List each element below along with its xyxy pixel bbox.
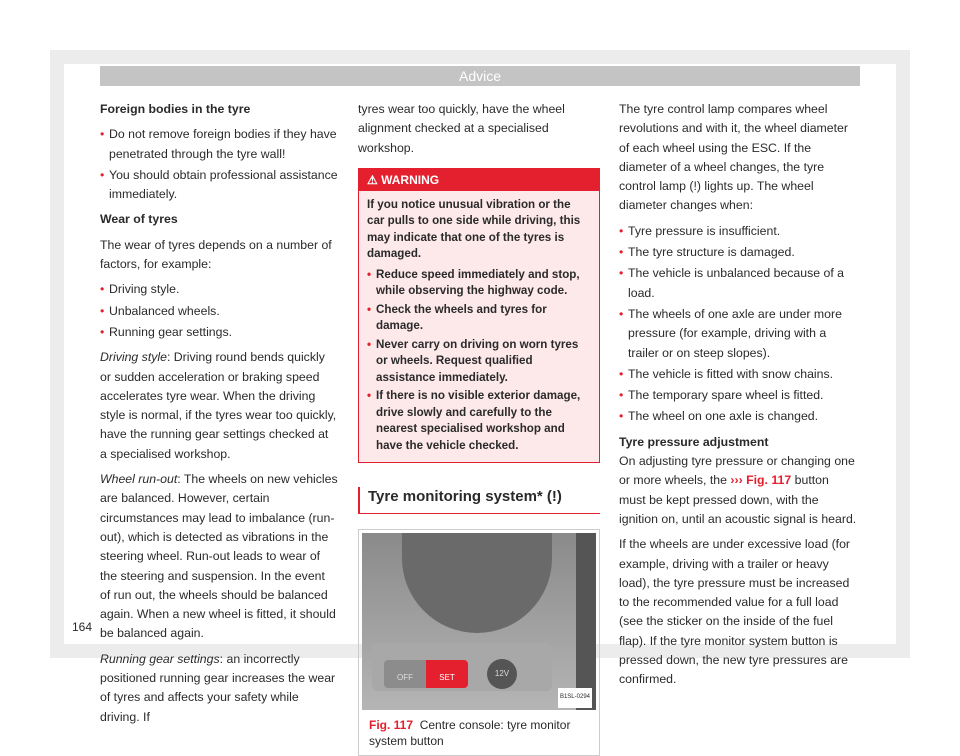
list-item: • You should obtain professional assistance immediately. <box>100 166 338 205</box>
figure-link[interactable]: ››› Fig. 117 <box>730 473 792 488</box>
list-item: • The tyre structure is damaged. <box>619 243 857 262</box>
list-item: • The wheel on one axle is changed. <box>619 407 857 426</box>
figure-label: Fig. 117 <box>369 717 414 732</box>
side-panel <box>576 533 596 710</box>
list-item: • Do not remove foreign bodies if they have penetrated through the tyre wall! <box>100 125 338 164</box>
figure-117 <box>358 529 600 756</box>
text: On adjusting tyre pressure or changing one or more wheels, the <box>619 454 855 488</box>
warning-item: • If there is no visible exterior damage, drive slowly and carefully to the nearest specialised workshop and have the vehicle checked. <box>367 388 591 454</box>
text: : The wheels on new vehicles are balanced. However, certain circumstances may lead to imbalance (run-out), which is detected as vibrations in the steering wheel. Run-out leads to wear of the steering and suspension. In the event of run out, the wheels should be balanced again. When a new wheel is fitted, it should be balanced again. <box>100 472 338 641</box>
caption-text: Centre console: tyre monitor system button <box>369 717 571 748</box>
list-item: • The vehicle is unbalanced because of a load. <box>619 264 857 303</box>
middle-column <box>358 100 600 756</box>
paragraph-running-gear <box>100 650 338 727</box>
list-item: • Tyre pressure is insufficient. <box>619 222 857 241</box>
text: : Driving round bends quickly or sudden acceleration or braking speed accelerates tyre wear. When the driving style is normal, if the tyres wear too quickly, have the running gear settings checked at a specialised workshop. <box>100 350 337 461</box>
warning-item: • Check the wheels and tyres for damage. <box>367 302 591 335</box>
paragraph: If the wheels are under excessive load (for example, driving with a trailer or heavy load), the tyre pressure must be increased to the recommended value for a full load (see the sticker on the inside of the fuel flap). If the tyre monitor system button is pressed down, the new tyre pressures are confirmed. <box>619 537 851 687</box>
12v-socket: 12V <box>487 659 517 689</box>
list-item: • Driving style. <box>100 280 338 299</box>
term: Wheel run-out <box>100 472 178 487</box>
warning-header <box>359 169 599 191</box>
tyre-set-button: SET <box>426 660 468 688</box>
list-item: • Unbalanced wheels. <box>100 302 338 321</box>
warning-title: WARNING <box>381 172 440 187</box>
list-item: • The temporary spare wheel is fitted. <box>619 386 857 405</box>
text: button must be kept pressed down, with the ignition on, until an acoustic signal is heard. <box>619 473 857 526</box>
warning-box <box>358 168 600 464</box>
page-number: 164 <box>72 620 93 634</box>
heading-pressure-adjustment: Tyre pressure adjustment <box>619 434 769 449</box>
warning-icon: ⚠ <box>367 172 382 187</box>
paragraph: The tyre control lamp compares wheel revolutions and with it, the wheel diameter of each wheel using the ESC. If the diameter of a wheel changes, the tyre control lamp (!) lights up. The wheel diameter changes when: <box>619 102 848 213</box>
right-column <box>619 100 857 696</box>
term: Driving style <box>100 350 167 365</box>
cupholder <box>402 533 552 633</box>
list-item: • Running gear settings. <box>100 323 338 342</box>
heading-wear: Wear of tyres <box>100 212 178 227</box>
paragraph-wheel-runout <box>100 470 338 644</box>
text: : an incorrectly positioned running gear increases the wear of tyres and affects your safety while driving. If <box>100 651 336 724</box>
heading-foreign-bodies: Foreign bodies in the tyre <box>100 102 251 116</box>
warning-item: • Never carry on driving on worn tyres or wheels. Request qualified assistance immediately. <box>367 337 591 387</box>
figure-caption <box>359 713 599 755</box>
console-image <box>362 533 596 710</box>
esc-off-button: OFF <box>384 660 426 688</box>
list-item: • The wheels of one axle are under more pressure (for example, driving with a trailer or on steep slopes). <box>619 305 857 363</box>
term: Running gear settings <box>100 651 220 666</box>
list-item: • The vehicle is fitted with snow chains. <box>619 365 857 384</box>
paragraph <box>619 452 857 529</box>
image-code: B1SL-0294 <box>558 688 592 707</box>
paragraph: The wear of tyres depends on a number of factors, for example: <box>100 237 332 272</box>
paragraph: tyres wear too quickly, have the wheel alignment checked at a specialised workshop. <box>358 102 565 155</box>
left-column <box>100 100 338 733</box>
section-title: Tyre monitoring system* (!) <box>358 487 600 513</box>
warning-item: • Reduce speed immediately and stop, while observing the highway code. <box>367 267 591 300</box>
paragraph-driving-style <box>100 348 338 464</box>
warning-intro: If you notice unusual vibration or the car pulls to one side while driving, this may indicate that one of the tyres is damaged. <box>367 197 581 261</box>
section-header: Advice <box>100 66 860 86</box>
